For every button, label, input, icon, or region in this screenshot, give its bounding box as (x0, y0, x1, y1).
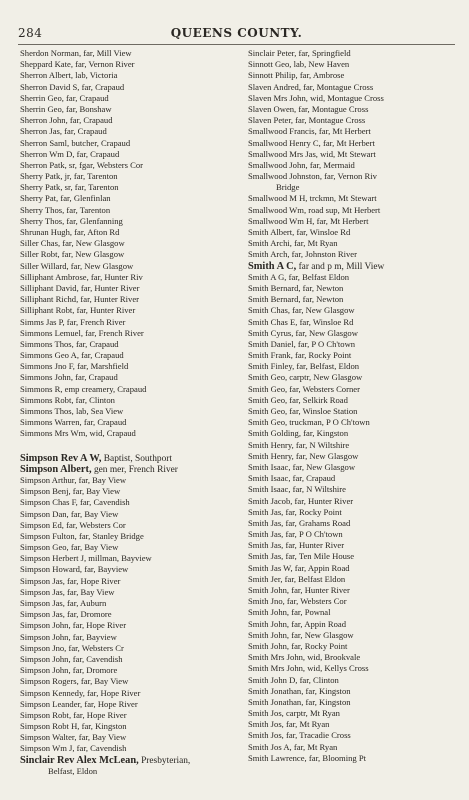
entry-text: Simpson John, far, Cavendish (20, 653, 123, 664)
directory-entry (248, 395, 464, 406)
directory-entry (248, 619, 464, 630)
directory-entry (248, 126, 464, 137)
directory-entry (248, 574, 464, 585)
directory-entry (20, 406, 242, 417)
entry-bold-name: Simpson Albert, (20, 463, 92, 475)
entry-text: Simpson Jas, far, Dromore (20, 609, 112, 620)
entry-text: Simmons Thos, far, Crapaud (20, 338, 119, 349)
directory-entry (20, 453, 242, 464)
entry-text: Sherron Albert, lab, Victoria (20, 70, 118, 81)
directory-entry (248, 451, 464, 462)
directory-entry (248, 227, 464, 238)
entry-text: Simms Jas P, far, French River (20, 316, 126, 327)
entry-text: Smith A G, far, Belfast Eldon (248, 271, 350, 282)
directory-entry (20, 384, 242, 395)
directory-entry (248, 607, 464, 618)
directory-entry (20, 372, 242, 383)
directory-entry (248, 216, 464, 227)
entry-text: Smith Jas, far, Hunter River (248, 540, 345, 551)
entry-text: Smith John, far, Rocky Point (248, 640, 348, 651)
entry-text: Sherron Wm D, far, Crapaud (20, 148, 120, 159)
entry-text: Simpson Howard, far, Bayview (20, 564, 129, 575)
entry-text: Smith Jer, far, Belfast Eldon (248, 573, 346, 584)
entry-text: Sherry Thos, far, Glenfanning (20, 215, 123, 226)
directory-entry (20, 182, 242, 193)
directory-entry (20, 205, 242, 216)
directory-entry (248, 440, 464, 451)
entry-text: Simpson Leander, far, Hope River (20, 698, 138, 709)
directory-entry (20, 620, 242, 631)
entry-text: Smith Isaac, far, N Wiltshire (248, 484, 346, 495)
entry-text: Sherry Pat, far, Glenfinlan (20, 193, 111, 204)
directory-entry (20, 171, 242, 182)
entry-text: Simmons R, emp creamery, Crapaud (20, 383, 147, 394)
entry-text: Sherry Patk, jr, far, Tarenton (20, 171, 118, 182)
directory-entry (20, 59, 242, 70)
directory-entry (248, 742, 464, 753)
directory-entry (20, 609, 242, 620)
directory-entry (20, 193, 242, 204)
entry-text: Silliphant Ambrose, far, Hunter Riv (20, 271, 143, 282)
entry-text: Smallwood Henry C, far, Mt Herbert (248, 137, 375, 148)
entry-text: Silliphant Robt, far, Hunter River (20, 305, 136, 316)
entry-text: Slaven Peter, far, Montague Cross (248, 115, 366, 126)
directory-entry (20, 317, 242, 328)
directory-entry (248, 317, 464, 328)
directory-entry (20, 598, 242, 609)
entry-text: Simpson Jas, far, Auburn (20, 598, 107, 608)
entry-text: Simpson John, far, Dromore (20, 665, 118, 676)
directory-entry (248, 473, 464, 484)
directory-entry (248, 652, 464, 663)
entry-text: Simmons Robt, far, Clinton (20, 394, 115, 405)
directory-entry (248, 417, 464, 428)
running-title: QUEENS COUNTY. (170, 26, 303, 40)
entry-text: Simmons Lemuel, far, French River (20, 327, 144, 338)
entry-text: Smith John, far, Hunter River (248, 585, 350, 595)
directory-entry (248, 507, 464, 518)
directory-entry (20, 464, 242, 475)
entry-text: Smith Jas, far, Rocky Point (248, 506, 342, 517)
entry-text: Simpson Ed, far, Websters Cor (20, 519, 126, 530)
entry-text: Simmons Warren, far, Crapaud (20, 417, 127, 428)
directory-entry (248, 104, 464, 115)
entry-text: Presbyterian, (138, 755, 191, 766)
directory-entry (20, 564, 242, 575)
entry-text: Smith Chas E, far, Winsloe Rd (248, 316, 354, 327)
directory-entry (248, 406, 464, 417)
directory-entry (20, 115, 242, 126)
directory-entry (248, 93, 464, 104)
entry-text: Simpson Robt H, far, Kingston (20, 721, 127, 732)
directory-entry (20, 688, 242, 699)
directory-entry (248, 462, 464, 473)
entry-text: Smith Jas, far, P O Ch'town (248, 529, 343, 540)
entry-text: Smith Jos A, far, Mt Ryan (248, 741, 338, 752)
entry-bold-name: Smith A C, (248, 260, 297, 272)
directory-entry (20, 361, 242, 372)
directory-entry (248, 283, 464, 294)
directory-entry (20, 721, 242, 732)
entry-text: Simpson Walter, far, Bay View (20, 732, 127, 743)
entry-text: Simpson Geo, far, Bay View (20, 542, 119, 553)
entry-text: Simmons Geo A, far, Crapaud (20, 350, 124, 361)
entry-text: Smallwood John, far, Mermaid (248, 159, 355, 170)
entry-text: Smallwood Mrs Jas, wid, Mt Stewart (248, 148, 376, 159)
directory-entry (20, 654, 242, 665)
entry-text: Smallwood Wm H, far, Mt Herbert (248, 215, 369, 226)
entry-text: Silliphant Richd, far, Hunter River (20, 294, 139, 305)
directory-entry (20, 339, 242, 350)
directory-entry (20, 238, 242, 249)
directory-entry (20, 542, 242, 553)
entry-text: Sinnott Philip, far, Ambrose (248, 70, 345, 81)
directory-entry (20, 350, 242, 361)
entry-text: Smallwood Johnston, far, Vernon Riv (248, 171, 377, 182)
entry-text: Smith Jonathan, far, Kingston (248, 685, 351, 696)
entry-text: Smith Geo, far, Selkirk Road (248, 394, 348, 405)
entry-text: Simpson John, far, Bayview (20, 631, 117, 642)
entry-text: Silliphant David, far, Hunter River (20, 282, 140, 293)
entry-text: Smith John, far, Appin Road (248, 618, 347, 629)
entry-text: Smith John, far, New Glasgow (248, 629, 354, 640)
entry-text: Shrunan Hugh, far, Afton Rd (20, 227, 120, 237)
entry-text: Sherron Patk, sr, fgar, Websters Cor (20, 159, 144, 170)
directory-entry (248, 115, 464, 126)
directory-entry (20, 261, 242, 272)
entry-text: Simpson Fulton, far, Stanley Bridge (20, 530, 144, 541)
right-column (248, 48, 464, 764)
directory-entry (20, 632, 242, 643)
directory-entry (20, 216, 242, 227)
entry-text: Simpson Wm J, far, Cavendish (20, 743, 127, 754)
entry-text: Simpson Robt, far, Hope River (20, 709, 127, 720)
entry-text: Smith Bernard, far, Newton (248, 282, 344, 293)
entry-text: Smith Jos, carptr, Mt Ryan (248, 708, 340, 719)
entry-text: Simpson Herbert J, millman, Bayview (20, 553, 152, 564)
entry-bold-name: Sinclair Rev Alex McLean, (20, 754, 139, 766)
entry-text: Smith Geo, carptr, New Glasgow (248, 372, 363, 383)
entry-text: Bridge (276, 182, 300, 193)
directory-entry (20, 104, 242, 115)
directory-entry (248, 82, 464, 93)
entry-text: Smith Arch, far, Johnston River (248, 249, 357, 260)
directory-entry (248, 249, 464, 260)
directory-entry (20, 249, 242, 260)
directory-entry (248, 540, 464, 551)
entry-text: Slaven Andred, far, Montague Cross (248, 81, 374, 92)
directory-entry (248, 719, 464, 730)
directory-entry (248, 708, 464, 719)
entry-text: Smith Finley, far, Belfast, Eldon (248, 361, 360, 372)
directory-entry (248, 48, 464, 59)
directory-entry (20, 665, 242, 676)
directory-entry (248, 428, 464, 439)
directory-entry (20, 227, 242, 238)
entry-text: Sherdon Norman, far, Mill View (20, 48, 132, 58)
directory-entry (248, 149, 464, 160)
directory-entry (248, 518, 464, 529)
entry-text: Simpson John, far, Hope River (20, 620, 127, 631)
directory-entry-continuation (248, 182, 464, 193)
directory-entry (20, 676, 242, 687)
directory-entry (20, 48, 242, 59)
page-header (18, 26, 455, 42)
directory-entry (20, 475, 242, 486)
page-number: 284 (18, 26, 43, 40)
directory-entry (248, 686, 464, 697)
directory-entry (20, 643, 242, 654)
entry-text: Smith Jacob, far, Hunter River (248, 495, 354, 506)
directory-entry (20, 553, 242, 564)
entry-text: Smith Geo, far, Winsloe Station (248, 406, 358, 416)
entry-text: Simmons Mrs Wm, wid, Crapaud (20, 428, 136, 439)
entry-text: Simpson Rogers, far, Bay View (20, 676, 129, 687)
directory-entry (248, 70, 464, 81)
entry-text: Smallwood M H, trckmn, Mt Stewart (248, 193, 377, 204)
entry-text: Simmons Thos, lab, Sea View (20, 406, 124, 416)
entry-text: Smith Isaac, far, Crapaud (248, 473, 336, 484)
entry-text: Smith Cyrus, far, New Glasgow (248, 327, 358, 338)
entry-text: Smith John D, far, Clinton (248, 674, 339, 685)
entry-text: Smith Bernard, far, Newton (248, 294, 344, 305)
entry-text: Sheppard Kate, far, Vernon River (20, 59, 135, 70)
left-column (20, 48, 242, 777)
entry-text: Smith Daniel, far, P O Ch'town (248, 338, 356, 349)
entry-text: Smallwood Francis, far, Mt Herbert (248, 126, 371, 137)
directory-entry (248, 641, 464, 652)
entry-text: Smith Jno, far, Websters Cor (248, 596, 347, 607)
directory-entry (248, 496, 464, 507)
directory-entry (20, 497, 242, 508)
entry-text: Sherry Patk, sr, far, Tarenton (20, 182, 119, 193)
directory-entry-continuation (20, 766, 242, 777)
entry-text: Smith Frank, far, Rocky Point (248, 350, 352, 361)
directory-entry (248, 372, 464, 383)
directory-entry (20, 328, 242, 339)
entry-text: Simmons Jno F, far, Marshfield (20, 361, 129, 372)
entry-text: Smith Geo, far, Websters Corner (248, 383, 360, 394)
directory-entry (20, 509, 242, 520)
directory-entry (248, 361, 464, 372)
entry-text: Simpson Dan, far, Bay View (20, 508, 119, 519)
entry-text: Belfast, Eldon (48, 765, 98, 776)
directory-entry (248, 305, 464, 316)
entry-text: Simpson Chas F, far, Cavendish (20, 497, 130, 508)
directory-entry (248, 328, 464, 339)
directory-entry (248, 171, 464, 182)
directory-entry (248, 205, 464, 216)
entry-text: gen mer, French River (91, 464, 178, 475)
entry-text: Smith Archi, far, Mt Ryan (248, 238, 338, 249)
directory-entry (20, 160, 242, 171)
directory-entry (248, 138, 464, 149)
entry-text: Sherron Saml, butcher, Crapaud (20, 137, 131, 148)
entry-text: Sinclair Peter, far, Springfield (248, 48, 351, 58)
entry-text: Smith Jos, far, Mt Ryan (248, 719, 330, 730)
entry-text: Simpson Jno, far, Websters Cr (20, 642, 124, 653)
entry-text: Smith John, far, Pownal (248, 607, 331, 618)
entry-text: Smith Golding, far, Kingston (248, 428, 349, 439)
directory-entry (248, 484, 464, 495)
entry-text: Slaven Mrs John, wid, Montague Cross (248, 92, 384, 103)
directory-entry (20, 587, 242, 598)
entry-text: Sherrin Geo, far, Crapaud (20, 92, 109, 103)
entry-text: Smith Jonathan, far, Kingston (248, 696, 351, 707)
directory-entry (20, 699, 242, 710)
entry-text: Sherrin Geo, far, Bonshaw (20, 103, 112, 114)
entry-text: Simpson Jas, far, Hope River (20, 575, 121, 586)
entry-text: Simpson Benj, far, Bay View (20, 486, 121, 497)
directory-entry (20, 743, 242, 754)
directory-entry (248, 551, 464, 562)
entry-text: Smith Geo, truckman, P O Ch'town (248, 417, 370, 428)
entry-text: Simpson Jas, far, Bay View (20, 586, 115, 597)
entry-text: far and p m, Mill View (296, 261, 385, 272)
directory-entry (248, 193, 464, 204)
entry-text: Smith Lawrence, far, Blooming Pt (248, 752, 367, 763)
entry-text: Slaven Owen, far, Montague Cross (248, 103, 369, 114)
entry-text: Sinnott Geo, lab, New Haven (248, 59, 350, 70)
directory-entry (20, 126, 242, 137)
directory-entry (248, 585, 464, 596)
directory-entry (20, 272, 242, 283)
directory-entry (248, 294, 464, 305)
directory-entry (248, 753, 464, 764)
directory-entry (20, 294, 242, 305)
directory-entry (20, 710, 242, 721)
directory-entry (248, 596, 464, 607)
directory-entry (20, 732, 242, 743)
directory-entry (20, 70, 242, 81)
entry-text: Sherron John, far, Crapaud (20, 115, 113, 126)
entry-bold-name: Simpson Rev A W, (20, 452, 102, 464)
entry-text: Smith Mrs John, wid, Brookvale (248, 652, 361, 663)
directory-entry (248, 272, 464, 283)
directory-entry (20, 149, 242, 160)
entry-text: Smallwood Wm, road sup, Mt Herbert (248, 204, 381, 215)
directory-entry (248, 529, 464, 540)
directory-entry (20, 93, 242, 104)
directory-entry (248, 730, 464, 741)
entry-text: Sherry Thos, far, Tarenton (20, 204, 111, 215)
directory-entry (248, 261, 464, 272)
directory-entry (20, 305, 242, 316)
directory-entry (248, 563, 464, 574)
entry-text: Smith Jas W, far, Appin Road (248, 562, 350, 573)
directory-entry (248, 697, 464, 708)
directory-entry (20, 395, 242, 406)
entry-text: Smith Henry, far, New Glasgow (248, 450, 359, 461)
entry-text: Smith Jos, far, Tracadie Cross (248, 730, 351, 741)
entry-text: Smith Jas, far, Ten Mile House (248, 551, 355, 562)
directory-entry (248, 238, 464, 249)
entry-text: Sherron David S, far, Crapaud (20, 81, 125, 92)
directory-entry (248, 350, 464, 361)
directory-entry (20, 486, 242, 497)
entry-text: Smith Albert, far, Winsloe Rd (248, 227, 351, 237)
directory-entry (20, 417, 242, 428)
entry-text: Smith Henry, far, N Wiltshire (248, 439, 350, 450)
directory-entry (20, 755, 242, 766)
directory-entry (20, 428, 242, 439)
entry-text: Simmons John, far, Crapaud (20, 372, 118, 383)
entry-text: Smith Jas, far, Grahams Road (248, 517, 351, 528)
directory-entry (248, 59, 464, 70)
directory-entry (20, 283, 242, 294)
entry-text: Siller Willard, far, New Glasgow (20, 260, 134, 271)
directory-entry (20, 531, 242, 542)
entry-text: Simpson Kennedy, far, Hope River (20, 687, 141, 698)
directory-entry (248, 630, 464, 641)
directory-entry (20, 138, 242, 149)
entry-text: Simpson Arthur, far, Bay View (20, 474, 127, 485)
directory-entry (20, 520, 242, 531)
directory-entry (20, 82, 242, 93)
directory-entry (248, 663, 464, 674)
entry-text: Smith Isaac, far, New Glasgow (248, 461, 356, 472)
directory-entry (248, 384, 464, 395)
entry-text: Smith Mrs John, wid, Kellys Cross (248, 663, 369, 674)
directory-entry (20, 576, 242, 587)
section-gap (20, 440, 242, 453)
directory-entry (248, 339, 464, 350)
entry-text: Sherron Jas, far, Crapaud (20, 126, 107, 137)
entry-text: Siller Robt, far, New Glasgow (20, 249, 125, 260)
directory-entry (248, 160, 464, 171)
header-rule (18, 44, 455, 45)
entry-text: Siller Chas, far, New Glasgow (20, 238, 125, 249)
entry-text: Baptist, Southport (101, 453, 173, 464)
directory-entry (248, 675, 464, 686)
entry-text: Smith Chas, far, New Glasgow (248, 305, 355, 316)
